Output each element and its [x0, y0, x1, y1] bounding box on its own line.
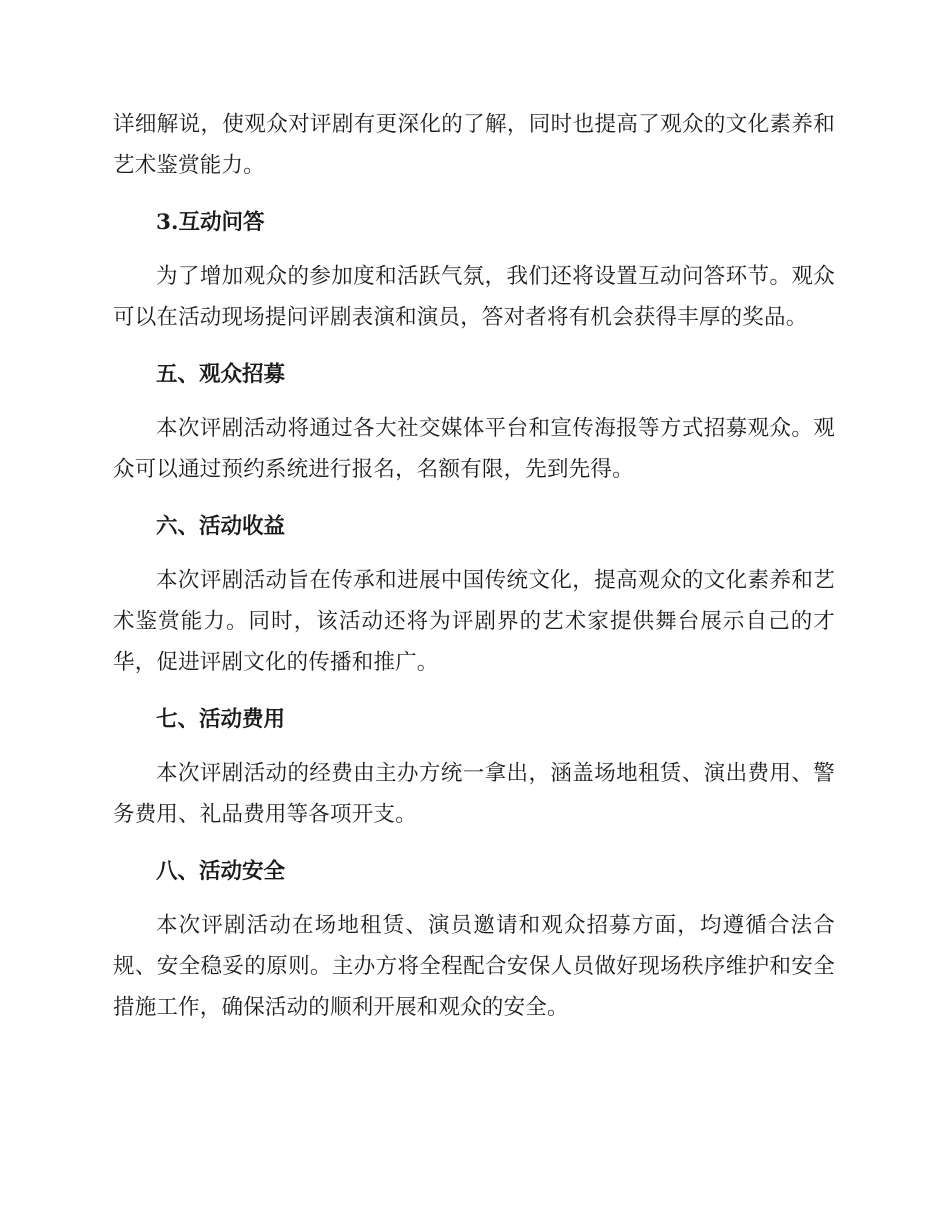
- heading-activity-costs: 七、活动费用: [156, 707, 286, 732]
- heading-activity-safety: 八、活动安全: [156, 859, 286, 884]
- paragraph-activity-benefits: 本次评剧活动旨在传承和进展中国传统文化，提高观众的文化素养和艺术鉴赏能力。同时，该活动还将为评剧界的艺术家提供舞台展示自己的才华，促进评剧文化的传播和推广。: [113, 568, 835, 675]
- heading-audience-recruitment: 五、观众招募: [156, 362, 286, 387]
- heading-interactive-qa: 3.互动问答: [156, 210, 265, 235]
- paragraph-intro-continuation: 详细解说，使观众对评剧有更深化的了解，同时也提高了观众的文化素养和艺术鉴赏能力。: [113, 112, 835, 178]
- document-page: [113, 104, 835, 1028]
- paragraph-activity-safety: 本次评剧活动在场地租赁、演员邀请和观众招募方面，均遵循合法合规、安全稳妥的原则。主办方将全程配合安保人员做好现场秩序维护和安全措施工作，确保活动的顺利开展和观众的安全。: [113, 913, 835, 1020]
- paragraph-audience-recruitment: 本次评剧活动将通过各大社交媒体平台和宣传海报等方式招募观众。观众可以通过预约系统进行报名，名额有限，先到先得。: [113, 416, 835, 482]
- heading-activity-benefits: 六、活动收益: [156, 514, 286, 539]
- paragraph-activity-costs: 本次评剧活动的经费由主办方统一拿出，涵盖场地租赁、演出费用、警务费用、礼品费用等各项开支。: [113, 761, 835, 827]
- paragraph-interactive-qa: 为了增加观众的参加度和活跃气氛，我们还将设置互动问答环节。观众可以在活动现场提问评剧表演和演员，答对者将有机会获得丰厚的奖品。: [113, 264, 835, 330]
